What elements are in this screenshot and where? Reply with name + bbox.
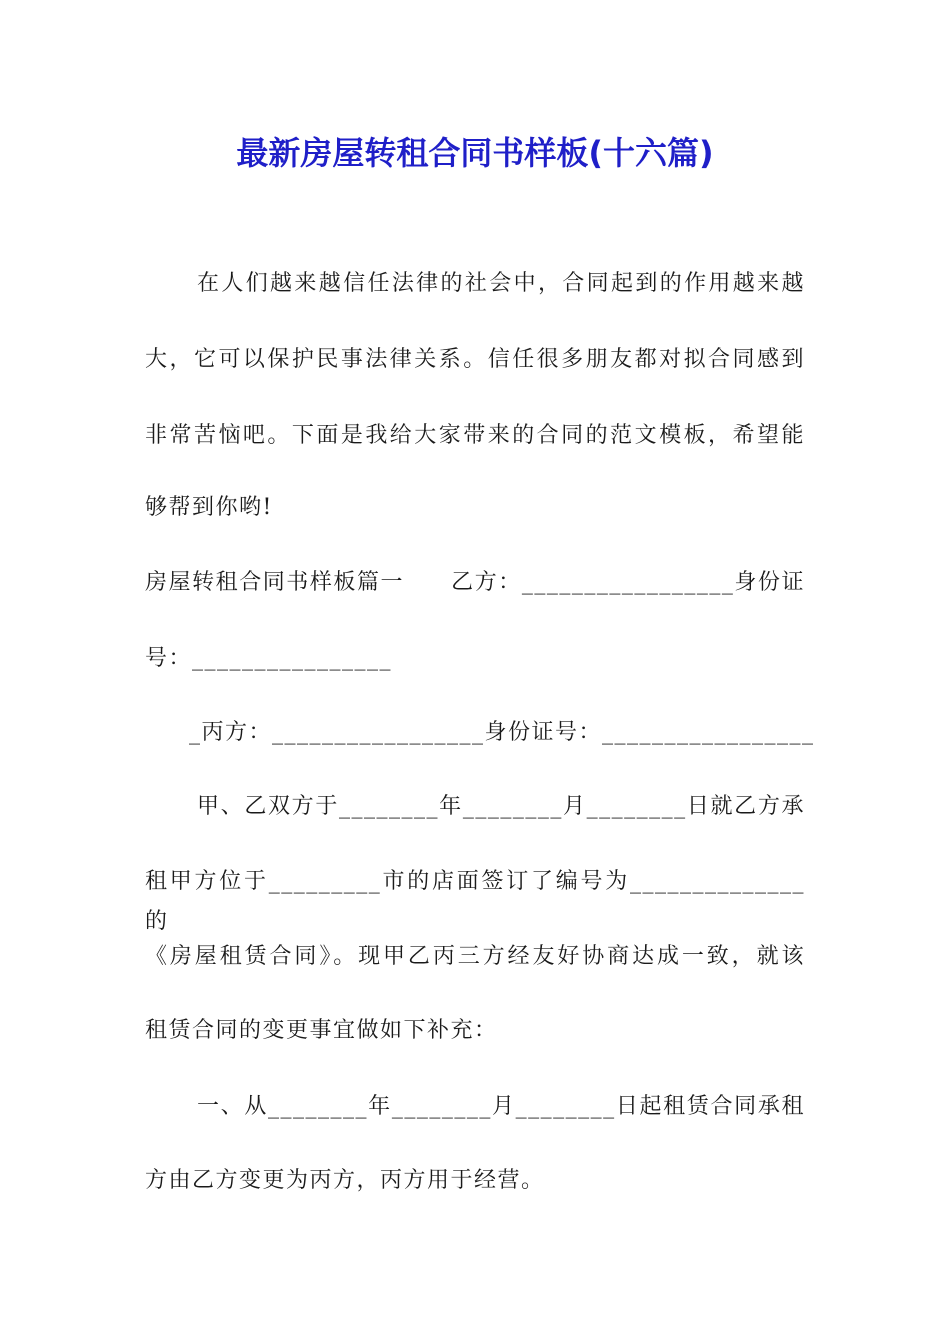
paragraph-line: 够帮到你哟!	[145, 495, 273, 520]
paragraph-line: 非常苦恼吧。下面是我给大家带来的合同的范文模板，希望能	[145, 423, 805, 448]
paragraph-line: 一、从________年________月________日起租赁合同承租	[197, 1094, 805, 1119]
paragraph-line: 在人们越来越信任法律的社会中，合同起到的作用越来越	[197, 271, 805, 296]
paragraph-line: 号：________________	[145, 646, 393, 671]
paragraph-line: 方由乙方变更为丙方，丙方用于经营。	[145, 1168, 545, 1193]
paragraph-line: _丙方：_________________身份证号：_________________	[189, 720, 815, 745]
paragraph-line: 租赁合同的变更事宜做如下补充：	[145, 1018, 498, 1043]
paragraph-line: 《房屋租赁合同》。现甲乙丙三方经友好协商达成一致，就该	[145, 944, 805, 969]
paragraph-line: 大，它可以保护民事法律关系。信任很多朋友都对拟合同感到	[145, 347, 805, 372]
page-title: 最新房屋转租合同书样板(十六篇)	[236, 134, 714, 172]
paragraph-line: 房屋转租合同书样板篇一 乙方：_________________身份证	[145, 570, 805, 595]
paragraph-line: 甲、乙双方于________年________月________日就乙方承	[197, 794, 805, 819]
paragraph-line: 租甲方位于_________市的店面签订了编号为______________的	[145, 869, 805, 934]
